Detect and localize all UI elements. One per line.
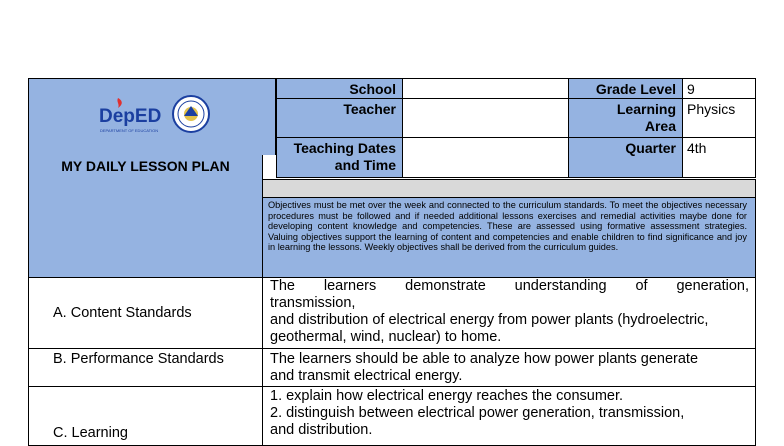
learning-area-label	[568, 98, 683, 138]
teaching-dates-label-line2: and Time	[334, 157, 396, 173]
teacher-label: Teacher	[276, 98, 403, 138]
learning-competencies-label: C. Learning	[28, 386, 263, 446]
page-title: MY DAILY LESSON PLAN	[61, 158, 230, 174]
performance-line-2: and transmit electrical energy.	[270, 368, 463, 384]
learning-area-label-line2: Area	[644, 118, 676, 134]
school-field[interactable]	[402, 78, 569, 99]
performance-line-1: The learners should be able to analyze how power plants generate	[270, 351, 699, 367]
teacher-field[interactable]	[402, 98, 569, 138]
teaching-dates-field[interactable]	[402, 137, 569, 178]
content-line-3: and distribution of electrical energy from power plants (hydroelectric,	[270, 312, 709, 328]
teaching-dates-label	[276, 137, 403, 178]
grade-level-label: Grade Level	[568, 78, 683, 99]
content-line-4: geothermal, wind, nuclear) to home.	[270, 329, 502, 345]
learning-area-field[interactable]: Physics	[682, 98, 756, 138]
deped-seal-icon	[173, 96, 209, 132]
performance-standards-label: B. Performance Standards	[28, 348, 263, 387]
objectives-note: Objectives must be met over the week and connected to the curriculum standards. To meet the objectives necessary procedures must be followed and if needed additional lessons exercises and remedial activities maybe done for developing content knowledge and competencies. These are assessed using formative assessment strategies. Valuing objectives support the learning of content and competencies and enable children to find significance and joy in learning the lessons. Weekly objectives shall be derived from the curriculum guides.	[262, 198, 756, 278]
deped-logo	[98, 92, 213, 142]
competency-line-2: 2. distinguish between electrical power generation, transmission,	[270, 405, 685, 421]
school-label: School	[276, 78, 403, 99]
content-line-1: The learners demonstrate understanding of generation,	[270, 278, 749, 294]
learning-area-label-line1: Learning	[616, 101, 676, 117]
content-line-2: transmission,	[270, 295, 356, 311]
content-standards-text	[262, 277, 756, 349]
quarter-label: Quarter	[568, 137, 683, 178]
quarter-field[interactable]: 4th	[682, 137, 756, 178]
grade-level-field[interactable]: 9	[682, 78, 756, 99]
performance-standards-text	[262, 348, 756, 387]
teaching-dates-label-line1: Teaching Dates	[293, 140, 396, 156]
competency-line-1: 1. explain how electrical energy reaches the consumer.	[270, 388, 624, 404]
competency-line-3: and distribution.	[270, 422, 373, 438]
content-standards-label: A. Content Standards	[28, 277, 263, 349]
learning-competencies-text	[262, 386, 756, 446]
logo-subtext: DEPARTMENT OF EDUCATION	[100, 128, 159, 133]
logo-text: DepED	[99, 106, 162, 127]
section-divider-bar	[262, 179, 756, 198]
